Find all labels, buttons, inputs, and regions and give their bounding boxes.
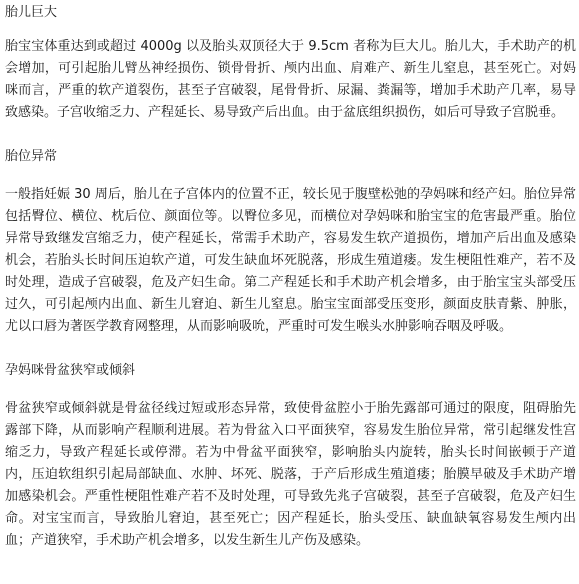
section-heading-fetal-macrosomia: 胎儿巨大 bbox=[5, 5, 58, 20]
section-heading-fetal-malposition: 胎位异常 bbox=[5, 149, 58, 164]
section-paragraph-pelvic-stenosis: 骨盆狭窄或倾斜就是骨盆径线过短或形态异常，致使骨盆腔小于胎先露部可通过的限度，阻碍胎先露部下降，从而影响产程顺利进展。若为骨盆入口平面狭窄，容易发生胎位异常，常引起继发性宫缩乏力，导致产程延长或停滞。若为中骨盆平面狭窄，影响胎头内旋转，胎头长时间嵌顿于产道内，压迫软组织引起局部缺血、水肿、坏死、脱落，于产后形成生殖道瘘；胎膜早破及手术助产增加感染机会。严重性梗阻性难产若不及时处理，可导致先兆子宫破裂，甚至子宫破裂，危及产妇生命。对宝宝而言，导致胎儿窘迫，甚至死亡；因产程延长，胎头受压、缺血缺氧容易发生颅内出血；产道狭窄，手术助产机会增多，以发生新生儿产伤及感染。 bbox=[5, 401, 576, 548]
article bbox=[5, 0, 576, 552]
section-heading-pelvic-stenosis: 孕妈咪骨盆狭窄或倾斜 bbox=[5, 363, 136, 378]
section-paragraph-fetal-macrosomia: 胎宝宝体重达到或超过 4000g 以及胎头双顶径大于 9.5cm 者称为巨大儿。胎儿大，手术助产的机会增加，可引起胎儿臂丛神经损伤、锁骨骨折、颅内出血、肩难产、新生儿窒息，甚至死亡。对妈咪而言，严重的软产道裂伤，甚至子宫破裂，尾骨骨折、尿漏、粪漏等，增加手术助产几率，易导致感染。子宫收缩乏力、产程延长、易导致产后出血。由于盆底组织损伤，如后可导致子宫脱垂。 bbox=[5, 39, 576, 120]
section-paragraph-fetal-malposition: 一般指妊娠 30 周后，胎儿在子宫体内的位置不正，较长见于腹壁松弛的孕妈咪和经产妇。胎位异常包括臀位、横位、枕后位、颜面位等。以臀位多见，而横位对孕妈咪和胎宝宝的危害最严重。胎位异常导致继发宫缩乏力，使产程延长，常需手术助产，容易发生软产道损伤，增加产后出血及感染机会，若胎头长时间压迫软产道，可发生缺血坏死脱落，形成生殖道瘘。发生梗阻性难产，若不及时处理，造成子宫破裂，危及产妇生命。第二产程延长和手术助产机会增多，由于胎宝宝头部受压过久，可引起颅内出血、新生儿窘迫、新生儿窒息。胎宝宝面部受压变形，颜面皮肤青紫、肿胀，尤以口唇为著医学教育网整理，从而影响吸吮，严重时可发生喉头水肿影响吞咽及呼吸。 bbox=[5, 187, 576, 334]
